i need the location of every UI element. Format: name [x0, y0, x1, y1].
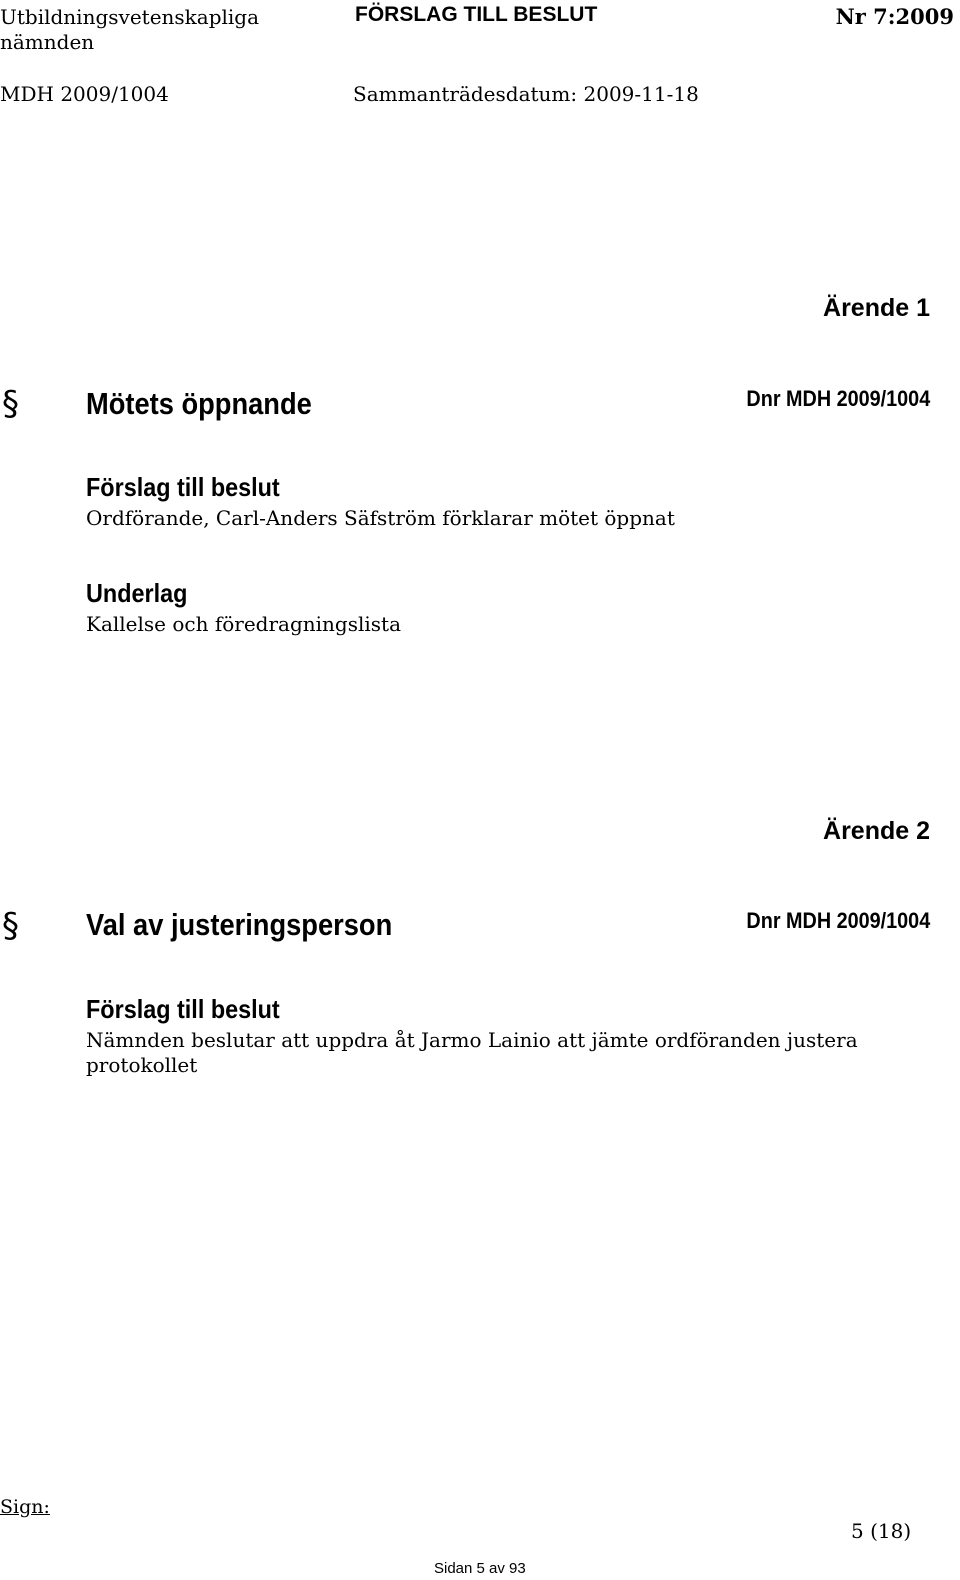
item-2-proposal-heading: Förslag till beslut	[86, 994, 280, 1024]
section-symbol-icon: §	[2, 906, 19, 946]
document-number: Nr 7:2009	[835, 4, 954, 29]
item-1-title: Mötets öppnande	[86, 386, 312, 421]
item-1-basis-text: Kallelse och föredragningslista	[86, 612, 401, 636]
pdf-page-indicator: Sidan 5 av 93	[434, 1560, 526, 1577]
sign-label: Sign:	[0, 1496, 50, 1518]
item-2-dnr: Dnr MDH 2009/1004	[746, 908, 930, 933]
item-1-dnr: Dnr MDH 2009/1004	[746, 386, 930, 411]
item-2-proposal-line2: protokollet	[86, 1053, 198, 1077]
item-1-basis-heading: Underlag	[86, 578, 188, 608]
meeting-date: Sammanträdesdatum: 2009-11-18	[353, 82, 699, 106]
arende-2-number: Ärende 2	[823, 817, 930, 845]
header-dnr: MDH 2009/1004	[0, 82, 169, 106]
item-1-proposal-text: Ordförande, Carl-Anders Säfström förklarar mötet öppnat	[86, 506, 675, 530]
document-title: FÖRSLAG TILL BESLUT	[355, 3, 598, 26]
arende-1-number: Ärende 1	[823, 294, 930, 322]
org-name-line2: nämnden	[0, 30, 95, 54]
item-2-proposal-line1: Nämnden beslutar att uppdra åt Jarmo Lainio att jämte ordföranden justera	[86, 1028, 858, 1052]
page-number: 5 (18)	[851, 1519, 912, 1543]
item-2-title: Val av justeringsperson	[86, 907, 393, 942]
item-1-proposal-heading: Förslag till beslut	[86, 472, 280, 502]
org-name-line1: Utbildningsvetenskapliga	[0, 5, 260, 29]
section-symbol-icon: §	[2, 384, 19, 424]
